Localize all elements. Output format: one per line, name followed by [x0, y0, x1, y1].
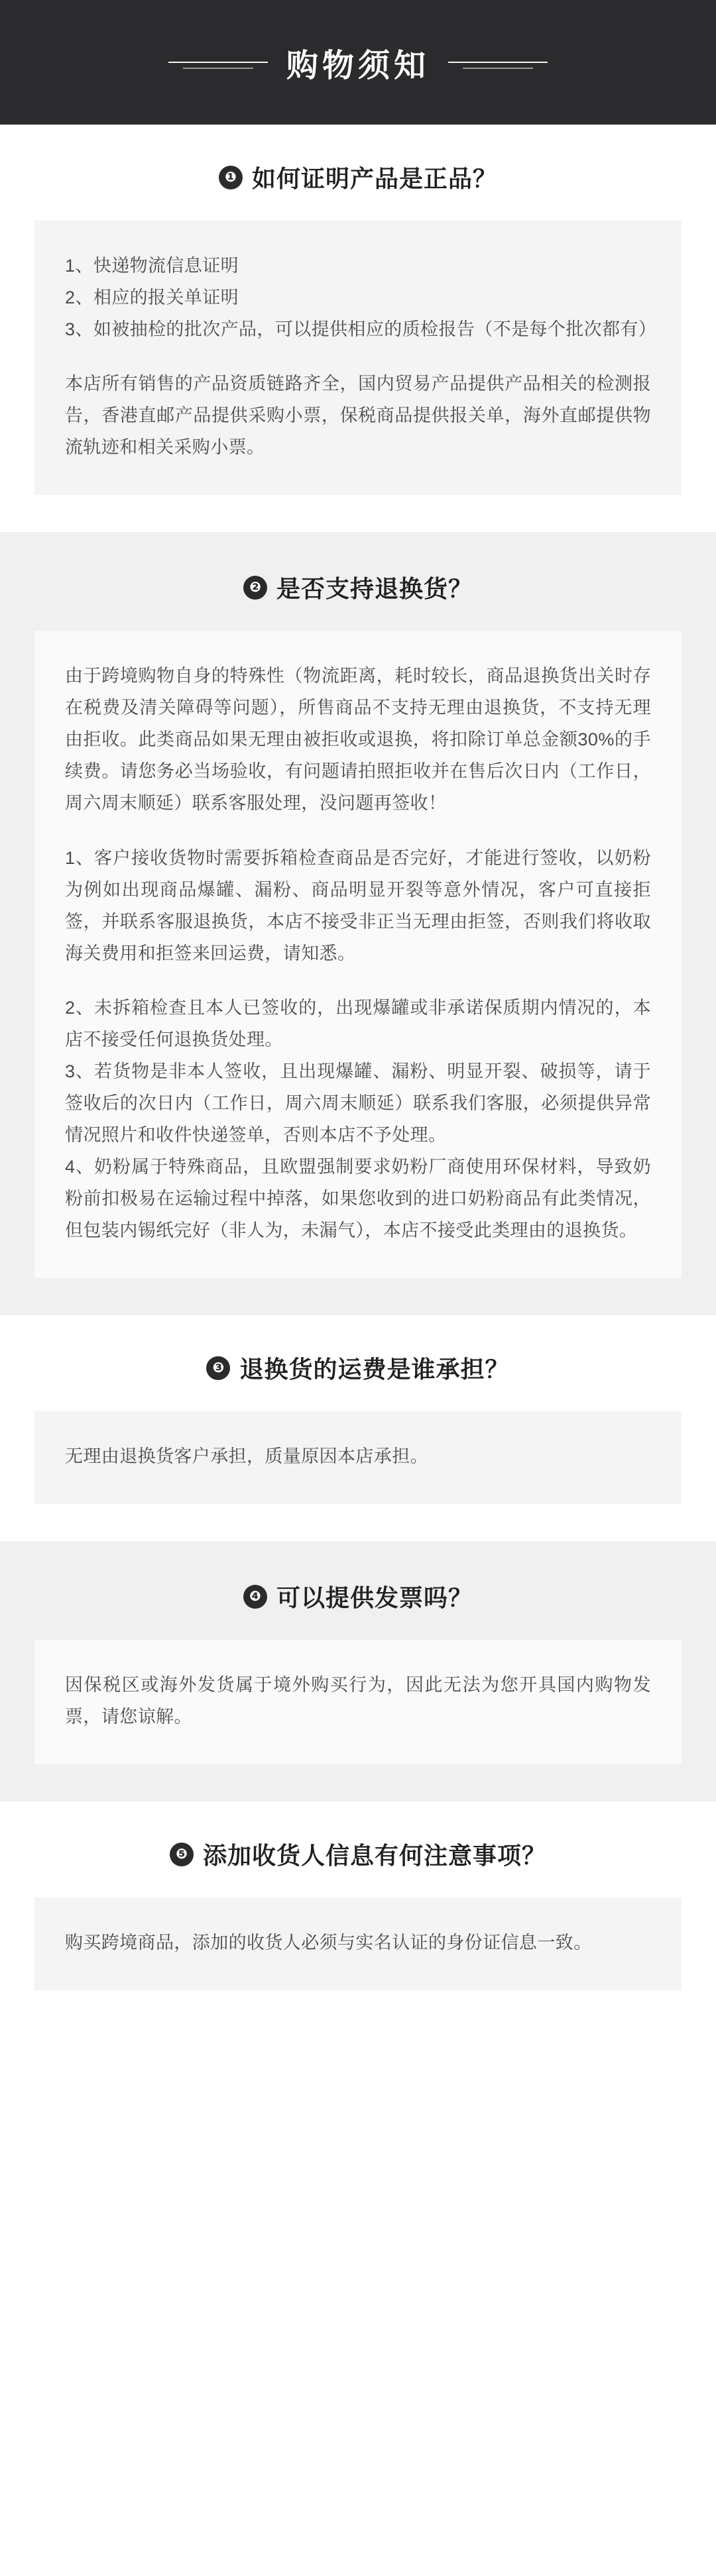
section-4-title: 可以提供发票吗？	[276, 1584, 473, 1612]
page-header	[0, 0, 716, 125]
section-2-paragraph-1: 由于跨境购物自身的特殊性（物流距离，耗时较长，商品退换货出关时存在税费及清关障碍等问题），所售商品不支持无理由退换货，不支持无理由拒收。此类商品如果无理由被拒收或退换，将扣除订单总金额30%的手续费。请您务必当场验收，有问题请拍照拒收并在售后次日内（工作日，周六周末顺延）联系客服处理，没问题再签收！	[65, 666, 651, 814]
section-3-title: 退换货的运费是谁承担？	[239, 1356, 510, 1383]
section-2-paragraph-4: 3、若货物是非本人签收，且出现爆罐、漏粉、明显开裂、破损等，请于签收后的次日内（工作日，周六周末顺延）联系我们客服，必须提供异常情况照片和收件快递签单，否则本店不予处理。	[65, 1061, 651, 1145]
section-4	[0, 1541, 716, 1801]
section-3-paragraph-1: 无理由退换货客户承担，质量原因本店承担。	[65, 1446, 428, 1467]
section-3-title-row	[0, 1315, 716, 1411]
header-rule-right-icon	[448, 62, 548, 63]
section-1-card	[34, 221, 682, 495]
section-1-paragraph-4: 本店所有销售的产品资质链路齐全，国内贸易产品提供产品相关的检测报告，香港直邮产品提供采购小票，保税商品提供报关单，海外直邮提供物流轨迹和相关采购小票。	[65, 374, 651, 458]
header-inner	[168, 40, 548, 85]
section-1-number-badge: ❶	[219, 166, 243, 189]
section-1-paragraph-2: 2、相应的报关单证明	[65, 288, 239, 308]
section-1-title-row	[0, 125, 716, 221]
page-title: 购物须知	[286, 48, 430, 83]
section-1-paragraph-3: 3、如被抽检的批次产品，可以提供相应的质检报告（不是每个批次都有）	[65, 319, 657, 340]
section-2-title-row	[0, 532, 716, 631]
section-5-card	[34, 1898, 682, 1990]
section-2-paragraph-5: 4、奶粉属于特殊商品，且欧盟强制要求奶粉厂商使用环保材料，导致奶粉前扣极易在运输过程中掉落，如果您收到的进口奶粉商品有此类情况，但包装内锡纸完好（非人为，未漏气），本店不接受此类理由的退换货。	[65, 1156, 651, 1241]
section-5-title: 添加收货人信息有何注意事项？	[202, 1842, 546, 1870]
section-2-paragraph-2: 1、客户接收货物时需要拆箱检查商品是否完好，才能进行签收，以奶粉为例如出现商品爆罐、漏粉、商品明显开裂等意外情况，客户可直接拒签，并联系客服退换货，本店不接受非正当无理由拒签，否则我们将收取海关费用和拒签来回运费，请知悉。	[65, 847, 651, 963]
section-2-title: 是否支持退换货？	[276, 575, 473, 603]
section-3-card	[34, 1411, 682, 1504]
section-2-paragraph-3: 2、未拆箱检查且本人已签收的，出现爆罐或非承诺保质期内情况的，本店不接受任何退换货处理。	[65, 997, 651, 1049]
section-1	[0, 125, 716, 532]
section-2	[0, 532, 716, 1315]
section-4-paragraph-1: 因保税区或海外发货属于境外购买行为，因此无法为您开具国内购物发票，请您谅解。	[65, 1675, 651, 1727]
section-1-title: 如何证明产品是正品？	[251, 165, 497, 192]
section-5-paragraph-1: 购买跨境商品，添加的收货人必须与实名认证的身份证信息一致。	[65, 1933, 592, 1953]
section-4-card	[34, 1640, 682, 1764]
section-3-number-badge: ❸	[206, 1356, 230, 1380]
section-2-number-badge: ❷	[243, 576, 267, 600]
header-rule-left-icon	[168, 62, 268, 63]
section-4-number-badge: ❹	[243, 1585, 267, 1609]
section-3	[0, 1315, 716, 1541]
section-5-title-row	[0, 1801, 716, 1898]
section-4-title-row	[0, 1541, 716, 1640]
section-5	[0, 1801, 716, 2027]
section-2-card	[34, 631, 682, 1278]
section-5-number-badge: ❺	[170, 1843, 194, 1866]
section-1-paragraph-1: 1、快递物流信息证明	[65, 256, 239, 276]
